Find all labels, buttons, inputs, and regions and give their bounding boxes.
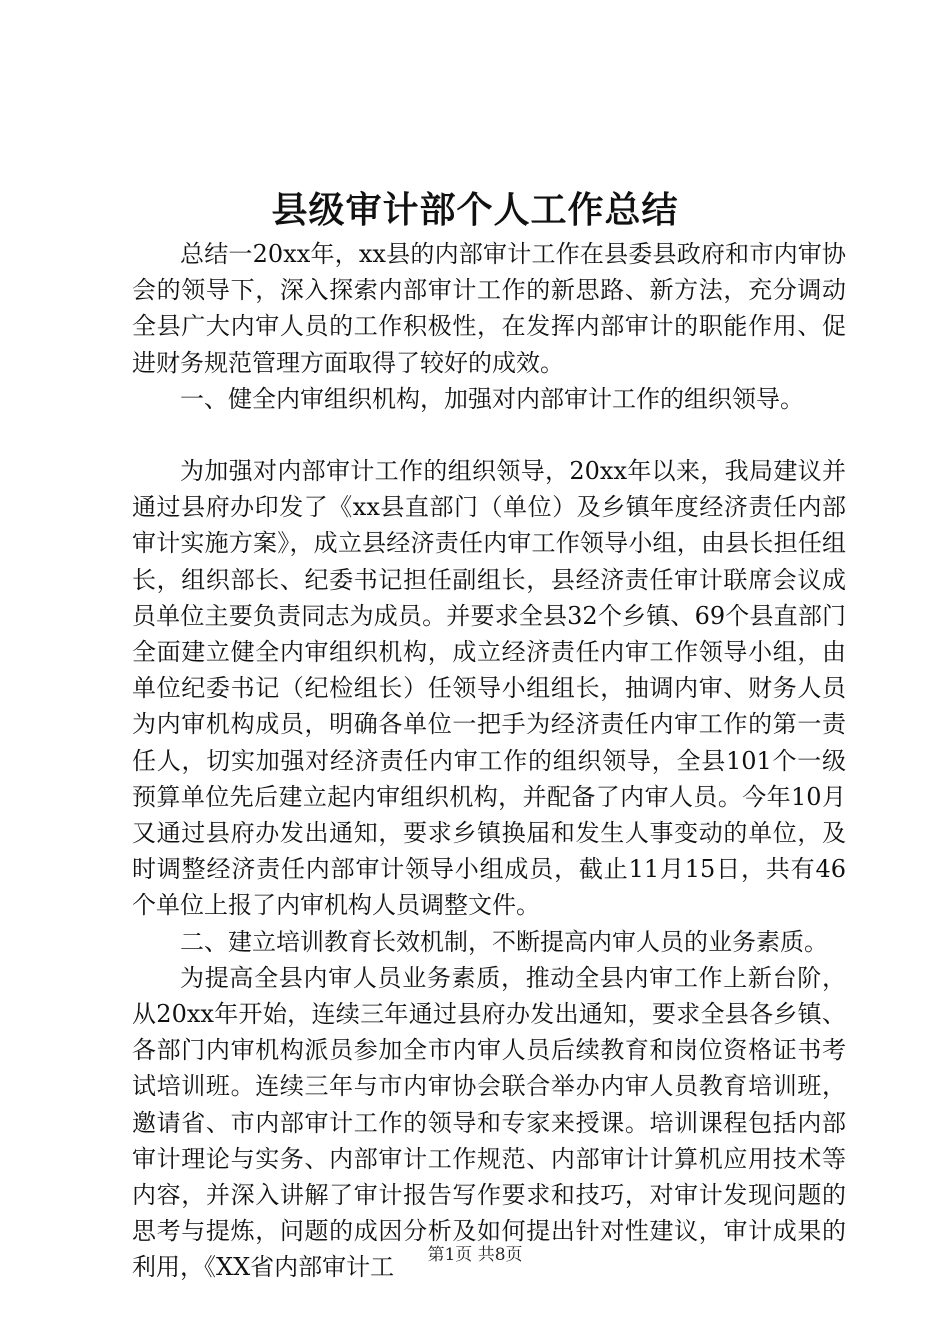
document-title: 县级审计部个人工作总结 xyxy=(271,189,679,231)
section-heading-2: 二、建立培训教育长效机制，不断提高内审人员的业务素质。 xyxy=(180,927,828,956)
document-body xyxy=(132,236,846,1286)
section-heading-1: 一、健全内审组织机构，加强对内部审计工作的组织领导。 xyxy=(180,384,804,413)
paragraph-intro: 总结一20xx年，xx县的内部审计工作在县委县政府和市内审协会的领导下，深入探索内部审计工作的新思路、新方法，充分调动全县广大内审人员的工作积极性，在发挥内部审计的职能作用、促进财务规范管理方面取得了较好的成效。 xyxy=(132,240,846,377)
page-footer: 第1页 共8页 xyxy=(427,1245,523,1265)
paragraph-section-2: 为提高全县内审人员业务素质，推动全县内审工作上新台阶，从20xx年开始，连续三年通过县府办发出通知，要求全县各乡镇、各部门内审机构派员参加全市内审人员后续教育和岗位资格证书考试培训班。连续三年与市内审协会联合举办内审人员教育培训班，邀请省、市内部审计工作的领导和专家来授课。培训课程包括内部审计理论与实务、内部审计工作规范、内部审计计算机应用技术等内容，并深入讲解了审计报告写作要求和技巧，对审计发现问题的思考与提炼，问题的成因分析及如何提出针对性建议，审计成果的利用，《XX省内部审计工 xyxy=(132,963,846,1282)
paragraph-section-1: 为加强对内部审计工作的组织领导，20xx年以来，我局建议并通过县府办印发了《xx县直部门（单位）及乡镇年度经济责任内部审计实施方案》，成立县经济责任内审工作领导小组，由县长担任组长，组织部长、纪委书记担任副组长，县经济责任审计联席会议成员单位主要负责同志为成员。并要求全县32个乡镇、69个县直部门全面建立健全内审组织机构，成立经济责任内审工作领导小组，由单位纪委书记（纪检组长）任领导小组组长，抽调内审、财务人员为内审机构成员，明确各单位一把手为经济责任内审工作的第一责任人，切实加强对经济责任内审工作的组织领导，全县101个一级预算单位先后建立起内审组织机构，并配备了内审人员。今年10月又通过县府办发出通知，要求乡镇换届和发生人事变动的单位，及时调整经济责任内部审计领导小组成员，截止11月15日，共有46个单位上报了内审机构人员调整文件。 xyxy=(132,457,846,920)
